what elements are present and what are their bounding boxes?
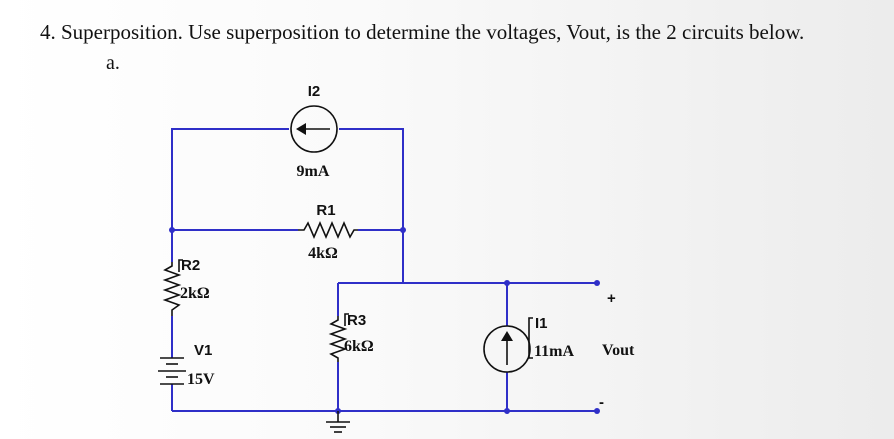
resistor-r2 (165, 262, 179, 316)
vout-plus: + (607, 290, 616, 307)
r1-value: 4kΩ (308, 245, 338, 262)
r3-name: R3 (347, 312, 367, 329)
r3-value: 6kΩ (344, 338, 374, 355)
vout-label: Vout (602, 342, 635, 359)
v1-value: 15V (187, 371, 215, 388)
i1-value: 11mA (534, 343, 574, 360)
ground-icon (326, 411, 350, 432)
wire-top-left (172, 129, 289, 230)
r2-value: 2kΩ (180, 285, 210, 302)
node-right (400, 227, 406, 233)
subpart-label: a. (106, 52, 120, 74)
node-left (169, 227, 175, 233)
current-source-i1 (484, 326, 530, 372)
r2-name: R2 (181, 257, 201, 274)
current-source-i2 (291, 106, 337, 152)
resistor-r3 (331, 316, 345, 362)
i2-value: 9mA (296, 163, 330, 180)
i2-name: I2 (307, 83, 321, 100)
i1-name: I1 (535, 315, 548, 332)
i1-arrow-head (501, 331, 513, 341)
v1-name: V1 (194, 342, 213, 359)
problem-title: 4. Superposition. Use superposition to determine the voltages, Vout, is the 2 circuits below. (40, 20, 805, 44)
node-rail-i1 (504, 280, 510, 286)
resistor-r1 (298, 223, 358, 237)
r1-name: R1 (316, 202, 336, 219)
node-bottom-i1 (504, 408, 510, 414)
node-out-plus (594, 280, 600, 286)
wire-top-right (339, 129, 403, 230)
wires (172, 129, 597, 411)
battery-v1 (158, 358, 186, 384)
vout-minus: - (599, 394, 604, 411)
i1-marker (529, 318, 533, 358)
i2-arrow-head (296, 123, 306, 135)
